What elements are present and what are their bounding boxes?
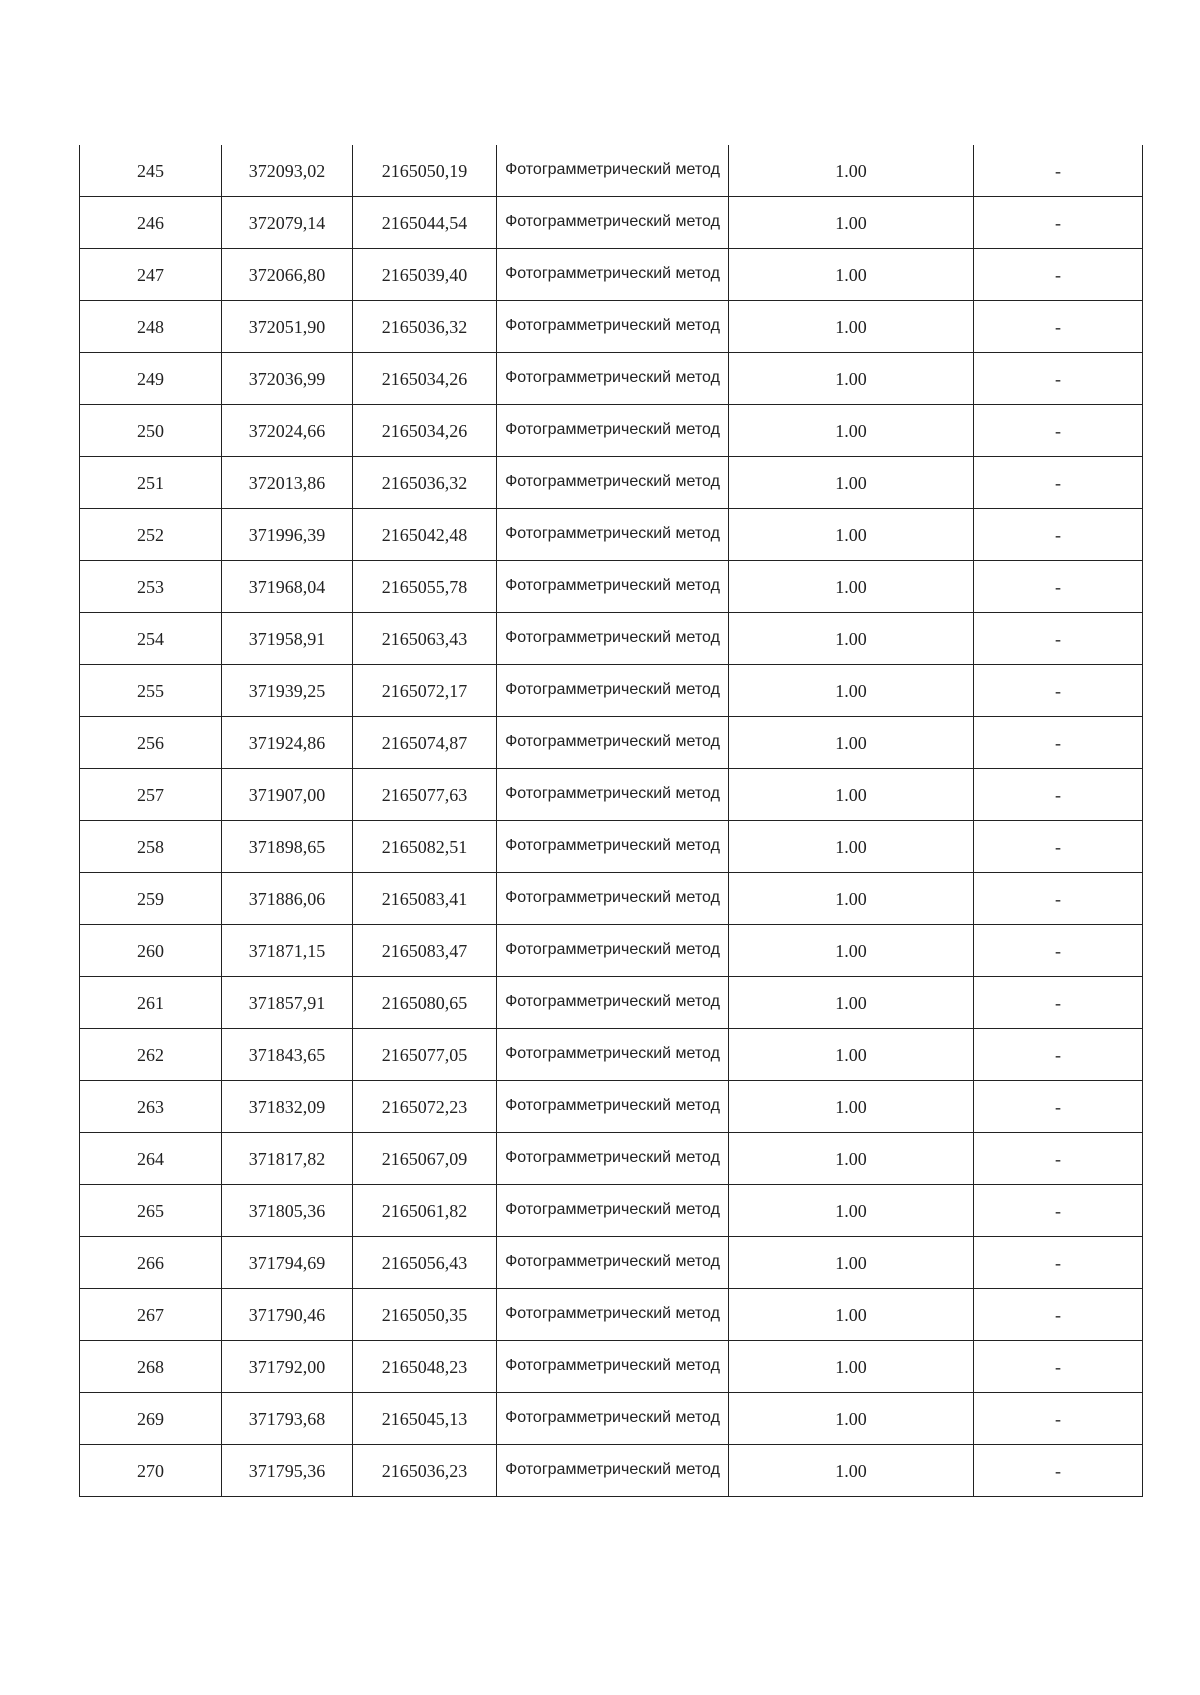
- x-coordinate-cell: 371793,68: [222, 1393, 353, 1445]
- y-coordinate-cell: 2165048,23: [353, 1341, 497, 1393]
- method-cell: Фотограмметрический метод: [497, 665, 729, 717]
- note-cell: -: [974, 1133, 1143, 1185]
- method-cell: Фотограмметрический метод: [497, 1185, 729, 1237]
- note-cell: -: [974, 509, 1143, 561]
- note-cell: -: [974, 1289, 1143, 1341]
- x-coordinate-cell: 371958,91: [222, 613, 353, 665]
- y-coordinate-cell: 2165072,17: [353, 665, 497, 717]
- note-cell: -: [974, 197, 1143, 249]
- y-coordinate-cell: 2165036,32: [353, 457, 497, 509]
- y-coordinate-cell: 2165050,19: [353, 145, 497, 197]
- table-row: [80, 1237, 1143, 1289]
- accuracy-cell: 1.00: [729, 353, 974, 405]
- method-cell: Фотограмметрический метод: [497, 457, 729, 509]
- table-row: [80, 249, 1143, 301]
- point-number-cell: 246: [80, 197, 222, 249]
- x-coordinate-cell: 371907,00: [222, 769, 353, 821]
- method-cell: Фотограмметрический метод: [497, 1133, 729, 1185]
- point-number-cell: 253: [80, 561, 222, 613]
- accuracy-cell: 1.00: [729, 821, 974, 873]
- method-cell: Фотограмметрический метод: [497, 353, 729, 405]
- accuracy-cell: 1.00: [729, 457, 974, 509]
- x-coordinate-cell: 371792,00: [222, 1341, 353, 1393]
- accuracy-cell: 1.00: [729, 1393, 974, 1445]
- note-cell: -: [974, 821, 1143, 873]
- method-cell: Фотограмметрический метод: [497, 509, 729, 561]
- point-number-cell: 248: [80, 301, 222, 353]
- table-row: [80, 925, 1143, 977]
- point-number-cell: 256: [80, 717, 222, 769]
- accuracy-cell: 1.00: [729, 301, 974, 353]
- table-row: [80, 197, 1143, 249]
- accuracy-cell: 1.00: [729, 1081, 974, 1133]
- point-number-cell: 258: [80, 821, 222, 873]
- table-row: [80, 353, 1143, 405]
- point-number-cell: 261: [80, 977, 222, 1029]
- method-cell: Фотограмметрический метод: [497, 717, 729, 769]
- x-coordinate-cell: 371886,06: [222, 873, 353, 925]
- method-cell: Фотограмметрический метод: [497, 1289, 729, 1341]
- note-cell: -: [974, 301, 1143, 353]
- note-cell: -: [974, 1081, 1143, 1133]
- x-coordinate-cell: 371794,69: [222, 1237, 353, 1289]
- table-row: [80, 145, 1143, 197]
- x-coordinate-cell: 371795,36: [222, 1445, 353, 1497]
- note-cell: -: [974, 977, 1143, 1029]
- point-number-cell: 252: [80, 509, 222, 561]
- x-coordinate-cell: 371857,91: [222, 977, 353, 1029]
- accuracy-cell: 1.00: [729, 197, 974, 249]
- accuracy-cell: 1.00: [729, 665, 974, 717]
- table-row: [80, 1341, 1143, 1393]
- method-cell: Фотограмметрический метод: [497, 873, 729, 925]
- accuracy-cell: 1.00: [729, 1133, 974, 1185]
- method-cell: Фотограмметрический метод: [497, 249, 729, 301]
- table-row: [80, 769, 1143, 821]
- note-cell: -: [974, 1185, 1143, 1237]
- point-number-cell: 265: [80, 1185, 222, 1237]
- table-row: [80, 1445, 1143, 1497]
- y-coordinate-cell: 2165067,09: [353, 1133, 497, 1185]
- x-coordinate-cell: 371996,39: [222, 509, 353, 561]
- y-coordinate-cell: 2165045,13: [353, 1393, 497, 1445]
- point-number-cell: 264: [80, 1133, 222, 1185]
- point-number-cell: 262: [80, 1029, 222, 1081]
- y-coordinate-cell: 2165083,41: [353, 873, 497, 925]
- y-coordinate-cell: 2165074,87: [353, 717, 497, 769]
- y-coordinate-cell: 2165036,23: [353, 1445, 497, 1497]
- x-coordinate-cell: 371790,46: [222, 1289, 353, 1341]
- note-cell: -: [974, 613, 1143, 665]
- note-cell: -: [974, 717, 1143, 769]
- accuracy-cell: 1.00: [729, 249, 974, 301]
- table-row: [80, 1393, 1143, 1445]
- point-number-cell: 255: [80, 665, 222, 717]
- point-number-cell: 260: [80, 925, 222, 977]
- x-coordinate-cell: 372024,66: [222, 405, 353, 457]
- point-number-cell: 250: [80, 405, 222, 457]
- table-row: [80, 1185, 1143, 1237]
- note-cell: -: [974, 145, 1143, 197]
- point-number-cell: 266: [80, 1237, 222, 1289]
- accuracy-cell: 1.00: [729, 1237, 974, 1289]
- accuracy-cell: 1.00: [729, 717, 974, 769]
- point-number-cell: 254: [80, 613, 222, 665]
- x-coordinate-cell: 371805,36: [222, 1185, 353, 1237]
- table-row: [80, 873, 1143, 925]
- point-number-cell: 257: [80, 769, 222, 821]
- x-coordinate-cell: 372079,14: [222, 197, 353, 249]
- accuracy-cell: 1.00: [729, 561, 974, 613]
- x-coordinate-cell: 371924,86: [222, 717, 353, 769]
- method-cell: Фотограмметрический метод: [497, 613, 729, 665]
- table-row: [80, 613, 1143, 665]
- y-coordinate-cell: 2165061,82: [353, 1185, 497, 1237]
- x-coordinate-cell: 372036,99: [222, 353, 353, 405]
- note-cell: -: [974, 1341, 1143, 1393]
- table-row: [80, 977, 1143, 1029]
- note-cell: -: [974, 457, 1143, 509]
- method-cell: Фотограмметрический метод: [497, 1445, 729, 1497]
- x-coordinate-cell: 372066,80: [222, 249, 353, 301]
- point-number-cell: 270: [80, 1445, 222, 1497]
- y-coordinate-cell: 2165083,47: [353, 925, 497, 977]
- note-cell: -: [974, 1029, 1143, 1081]
- y-coordinate-cell: 2165072,23: [353, 1081, 497, 1133]
- note-cell: -: [974, 353, 1143, 405]
- accuracy-cell: 1.00: [729, 1185, 974, 1237]
- table-row: [80, 561, 1143, 613]
- table-row: [80, 665, 1143, 717]
- note-cell: -: [974, 1445, 1143, 1497]
- coordinates-table-body: [80, 145, 1143, 1497]
- y-coordinate-cell: 2165063,43: [353, 613, 497, 665]
- method-cell: Фотограмметрический метод: [497, 561, 729, 613]
- method-cell: Фотограмметрический метод: [497, 1341, 729, 1393]
- note-cell: -: [974, 873, 1143, 925]
- method-cell: Фотограмметрический метод: [497, 301, 729, 353]
- y-coordinate-cell: 2165034,26: [353, 353, 497, 405]
- point-number-cell: 245: [80, 145, 222, 197]
- accuracy-cell: 1.00: [729, 1445, 974, 1497]
- table-row: [80, 301, 1143, 353]
- x-coordinate-cell: 371898,65: [222, 821, 353, 873]
- x-coordinate-cell: 371832,09: [222, 1081, 353, 1133]
- method-cell: Фотограмметрический метод: [497, 1029, 729, 1081]
- table-row: [80, 405, 1143, 457]
- accuracy-cell: 1.00: [729, 145, 974, 197]
- y-coordinate-cell: 2165056,43: [353, 1237, 497, 1289]
- method-cell: Фотограмметрический метод: [497, 145, 729, 197]
- y-coordinate-cell: 2165034,26: [353, 405, 497, 457]
- accuracy-cell: 1.00: [729, 873, 974, 925]
- note-cell: -: [974, 1237, 1143, 1289]
- table-row: [80, 457, 1143, 509]
- table-row: [80, 717, 1143, 769]
- x-coordinate-cell: 371843,65: [222, 1029, 353, 1081]
- note-cell: -: [974, 925, 1143, 977]
- accuracy-cell: 1.00: [729, 769, 974, 821]
- table-row: [80, 1289, 1143, 1341]
- method-cell: Фотограмметрический метод: [497, 769, 729, 821]
- table-row: [80, 509, 1143, 561]
- y-coordinate-cell: 2165082,51: [353, 821, 497, 873]
- x-coordinate-cell: 372051,90: [222, 301, 353, 353]
- table-row: [80, 1081, 1143, 1133]
- point-number-cell: 269: [80, 1393, 222, 1445]
- y-coordinate-cell: 2165042,48: [353, 509, 497, 561]
- x-coordinate-cell: 372013,86: [222, 457, 353, 509]
- accuracy-cell: 1.00: [729, 405, 974, 457]
- x-coordinate-cell: 372093,02: [222, 145, 353, 197]
- accuracy-cell: 1.00: [729, 977, 974, 1029]
- note-cell: -: [974, 405, 1143, 457]
- point-number-cell: 263: [80, 1081, 222, 1133]
- note-cell: -: [974, 769, 1143, 821]
- method-cell: Фотограмметрический метод: [497, 197, 729, 249]
- method-cell: Фотограмметрический метод: [497, 1081, 729, 1133]
- point-number-cell: 251: [80, 457, 222, 509]
- table-row: [80, 1029, 1143, 1081]
- method-cell: Фотограмметрический метод: [497, 405, 729, 457]
- note-cell: -: [974, 249, 1143, 301]
- y-coordinate-cell: 2165050,35: [353, 1289, 497, 1341]
- method-cell: Фотограмметрический метод: [497, 977, 729, 1029]
- x-coordinate-cell: 371968,04: [222, 561, 353, 613]
- method-cell: Фотограмметрический метод: [497, 821, 729, 873]
- table-row: [80, 1133, 1143, 1185]
- x-coordinate-cell: 371871,15: [222, 925, 353, 977]
- method-cell: Фотограмметрический метод: [497, 1237, 729, 1289]
- method-cell: Фотограмметрический метод: [497, 925, 729, 977]
- y-coordinate-cell: 2165055,78: [353, 561, 497, 613]
- table-row: [80, 821, 1143, 873]
- accuracy-cell: 1.00: [729, 1029, 974, 1081]
- point-number-cell: 268: [80, 1341, 222, 1393]
- accuracy-cell: 1.00: [729, 925, 974, 977]
- accuracy-cell: 1.00: [729, 1289, 974, 1341]
- y-coordinate-cell: 2165039,40: [353, 249, 497, 301]
- note-cell: -: [974, 665, 1143, 717]
- coordinates-table: [79, 145, 1143, 1497]
- method-cell: Фотограмметрический метод: [497, 1393, 729, 1445]
- x-coordinate-cell: 371817,82: [222, 1133, 353, 1185]
- point-number-cell: 249: [80, 353, 222, 405]
- note-cell: -: [974, 561, 1143, 613]
- accuracy-cell: 1.00: [729, 509, 974, 561]
- y-coordinate-cell: 2165077,05: [353, 1029, 497, 1081]
- accuracy-cell: 1.00: [729, 613, 974, 665]
- point-number-cell: 247: [80, 249, 222, 301]
- y-coordinate-cell: 2165080,65: [353, 977, 497, 1029]
- y-coordinate-cell: 2165077,63: [353, 769, 497, 821]
- point-number-cell: 267: [80, 1289, 222, 1341]
- x-coordinate-cell: 371939,25: [222, 665, 353, 717]
- y-coordinate-cell: 2165036,32: [353, 301, 497, 353]
- note-cell: -: [974, 1393, 1143, 1445]
- point-number-cell: 259: [80, 873, 222, 925]
- y-coordinate-cell: 2165044,54: [353, 197, 497, 249]
- accuracy-cell: 1.00: [729, 1341, 974, 1393]
